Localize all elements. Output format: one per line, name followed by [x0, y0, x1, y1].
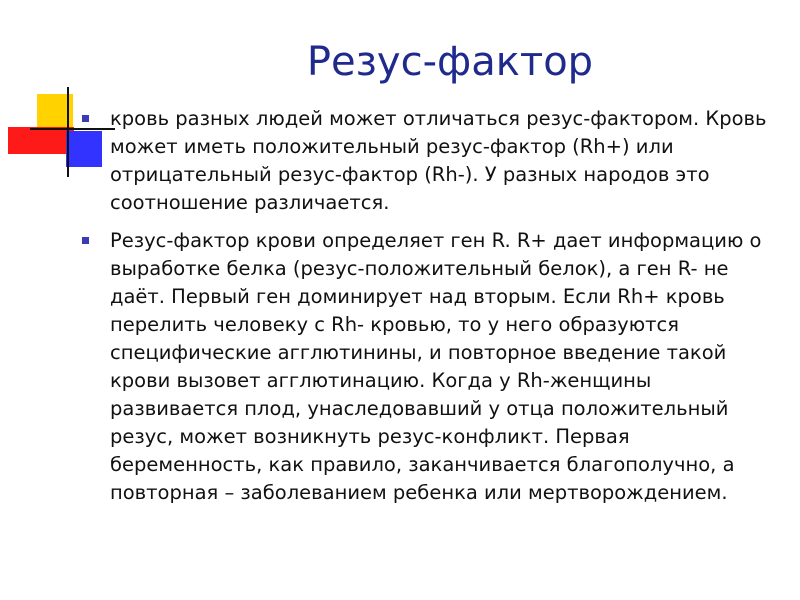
bullet-square-icon: [82, 115, 89, 122]
logo-red-bar: [8, 127, 74, 154]
bullet-item: [82, 105, 782, 217]
bullet-square-icon: [82, 237, 89, 244]
bullet-item: [82, 227, 782, 507]
bullet-list: [82, 105, 782, 517]
slide-title: Резус-фактор: [306, 39, 594, 85]
bullet-text: кровь разных людей может отличаться резус-фактором. Кровь может иметь положительный резус-фактор (Rh+) или отрицательный резус-фактор (Rh-). У разных народов это соотношение различается.: [110, 107, 767, 214]
bullet-text: Резус-фактор крови определяет ген R. R+ дает информацию о выработке белка (резус-положительный белок), а ген R- не даёт. Первый ген доминирует над вторым. Если Rh+ кровь перелить человеку с Rh- кровью, то у него образуются специфические агглютинины, и повторное введение такой крови вызовет агглютинацию. Когда у Rh-женщины развивается плод, унаследовавший у отца положительный резус, может возникнуть резус-конфликт. Первая беременность, как правило, заканчивается благополучно, а повторная – заболеванием ребенка или мертворождением.: [110, 229, 762, 504]
logo-vertical-line: [67, 87, 69, 177]
